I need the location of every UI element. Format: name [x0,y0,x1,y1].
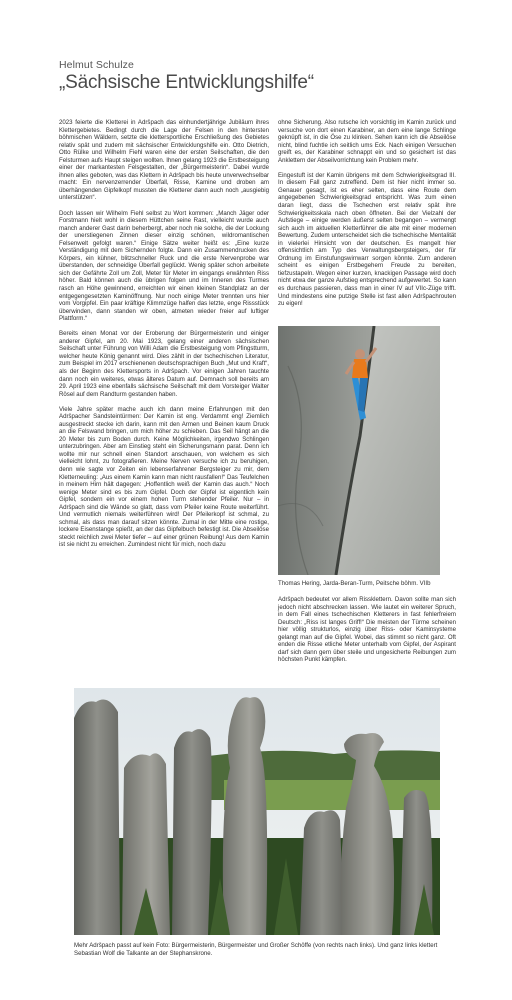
left-column [59,119,269,557]
rock-towers-photo-caption: Mehr Adršpach passt auf kein Foto: Bürgermeisterin, Bürgermeister und Großer Schöffe (von rechts nach links). Und ganz links klettert Sebastian Wolf die Talkante an der Stephanskrone. [74,942,438,957]
paragraph: Doch lassen wir Wilhelm Fiehl selbst zu Wort kommen: „Manch Jäger oder Forstmann hielt wohl in diesem Hüttchen seine Rast, vielleicht wurde auch manch anderer Gast darin beherbergt, aber noch nie solche, die der Lockung der unerstiegenen Zinnen dieser einzig schönen, wildromantischen Felsenwelt gefolgt waren.“ Einige Sätze weiter heißt es: „Eine kurze Verständigung mit dem Sichernden folgte. Dann ein Zusammendrucken des Körpers, ein kühner, blitzschneller Ruck und die erste Nervenprobe war überstanden, der schneidige Überfall geglückt. Wenig später schon arbeitete sich der Gefährte Zoll um Zoll, Meter für Meter im eingangs erwähnten Riss höher. Bald können auch die übrigen folgen und im Inneren des Turmes rasch an Höhe gewinnend, erreichten wir einen kleinen Standplatz an der entgegengesetzten Kaminöffnung. Nur noch einige Meter trennten uns hier vom Vorgipfel. Ein paar kräftige Klimmzüge halfen das letzte, enge Rissstück überwinden, dann standen wir oben, atmeten wieder freier auf luftiger Plattform.“ [59,209,269,323]
climber-photo-caption: Thomas Hering, Jarda-Beran-Turm, Peitsche böhm. VIIb [278,580,431,587]
paragraph: Adršpach bedeutet vor allem Rissklettern. Davon sollte man sich jedoch nicht abschrecken lassen. Wie lautet ein weiterer Spruch, in dem Fall eines tschechischen Kletterers in fast fehlerfreiem Deutsch: „Riss ist langes Griff!“ Die meisten der Türme scheinen hier völlig strukturlos, einzig über Riss- oder Kaminsysteme gelangt man auf die Gipfel. Wobei, das stimmt so nicht ganz. Oft enden die Risse etliche Meter unterhalb vom Gipfel, der Aspirant darf sich dann gern über steile und ungesicherte Reibungen zum höchsten Punkt kämpfen. [278,596,456,664]
paragraph: Bereits einen Monat vor der Eroberung der Bürgermeisterin und einiger anderer Gipfel, am 20. Mai 1923, gelang einer anderen sächsischen Seilschaft unter Führung von Willi Adam die Erstbesteigung vom Pfingstturm, welcher heute König genannt wird. Dies zählt in der tschechischen Literatur, zum Beispiel im 2017 erschienenen deutschsprachigen Buch „Mut und Kraft“, als der Beginn des Klettersports in Adršpach. Vor einigen Jahren tauchte dann noch ein weiteres, etwas älteres Datum auf. Demnach soll bereits am 29. April 1923 eine ebenfalls sächsische Seilschaft mit dem Vorsteiger Walter Rösel auf dem Randturm gestanden haben. [59,330,269,398]
paragraph: Viele Jahre später mache auch ich dann meine Erfahrungen mit den Adršpacher Sandsteintürmen: Der Kamin ist eng. Verdammt eng! Ziemlich ausgestreckt stecke ich darin, kann mit den Armen und Beinen kaum Druck an die Felswand bringen, um mich höher zu schieben. Das Seil hängt an die 20 Meter bis zum Boden durch. Keine Möglichkeiten, irgendwo Schlingen unterzubringen. Aber am Einstieg steht ein Sicherungsmann parat. Denn ich wollte mir nur schnell einen Standort anschauen, von welchem es sich vielleicht lohnt, zu fotografieren. Meine Nerven versuche ich zu beruhigen, denn wie sagte vor Zeiten ein lebenserfahrener Bergsteiger zu mir, dem Kletterneuling: „Aus einem Kamin kann man nicht rausfallen!“ Das Teufelchen in meinem Hirn hält dagegen: „Hoffentlich weiß der Kamin das auch.“ Noch wenige Meter sind es bis zum Gipfel. Doch der Gipfel ist eigentlich kein Gipfel, sondern ein vor einem hohen Turm stehender Pfeiler. Nur – in Adršpach sind die Wände so glatt, dass vom Pfeiler keine Route weiterführt. Und vermutlich niemals weiterführen wird! Der Pfeilerkopf ist schmal, zu schmal, als dass man darauf sitzen könnte. Zumal in der Mitte eine rostige, lockere Eisenstange spießt, an der das Gipfelbuch befestigt ist. Die Abseilöse steckt reichlich zwei Meter tiefer – auf einer grünen Reibung! Aus dem Kamin ist sie nicht zu erreichen. Zumindest nicht für mich, noch dazu [59,405,269,549]
paragraph: 2023 feierte die Kletterei in Adršpach das einhundertjährige Jubiläum ihres Klettergebietes. Bedingt durch die Lage der Felsen in den hintersten böhmischen Wäldern, setzte die klettersportliche Erschließung des Gebietes relativ spät und zudem mit sächsischer Entwicklungshilfe ein. Otto Dietrich, Otto Rülke und Wilhelm Fiehl waren eine der ersten Seilschaften, die den Felsturmen aufs Haupt steigen wollten. Ihnen gelang 1923 die Erstbesteigung einer der markantesten Felsgestalten, der „Bürgermeisterin“. Dabei wurde ihnen alles geboten, was das Klettern in Adršpach bis heute unverwechselbar macht: Ein nervenzerrender Überfall, Risse, Kamine und droben am überhängenden Gipfelkopf mussten die Kletterer dann auch noch „ausgiebig unterstützen“. [59,119,269,202]
rock-towers-photo [74,688,440,935]
right-column-bottom [278,596,456,671]
climber-photo [278,326,440,575]
paragraph: ohne Sicherung. Also rutsche ich vorsichtig im Kamin zurück und versuche von dort einen Karabiner, an dem eine lange Schlinge geknüpft ist, in die Öse zu klinken. Sehen kann ich die Abseilöse nicht, blind fuchtle ich seitlich ums Eck. Nach einigen Versuchen greift es, der Karabiner schnappt ein und so gesichert ist das Anklettern der Abseilvorrichtung kein Problem mehr. [278,119,456,164]
article-title: „Sächsische Entwicklungshilfe“ [59,72,314,93]
paragraph: Eingestuft ist der Kamin übrigens mit dem Schwierigkeitsgrad III. In diesem Fall ganz zutreffend. Dem ist hier nicht immer so. Genauer gesagt, ist es eher selten, dass eine Route dem angegebenen Schwierigkeitsgrad entspricht. Was zum einen daran liegt, dass die Tschechen erst relativ spät ihre Schwierigkeitsskala nach oben öffneten. Bei der Vielzahl der Aufstiege – einige werden äußerst selten begangen – vermengt sich auch im aktuellen Kletterführer die alte mit einer modernen Bewertung. Zudem unterscheidet sich die tschechische Mentalität in vielerlei Hinsicht von der deutschen. Es mangelt hier offensichtlich am Typ des Verwaltungsbergsteigers, der für Ordnung im Einstufungswirrwarr sorgen könnte. Zum anderen scheint es einigen Erstbegehern Freude zu bereiten, tiefzustapeln. Wegen einer kurzen, knackigen Passage wird doch nicht etwa der ganze Aufstieg entsprechend aufgewertet. So kann es durchaus passieren, dass man in einer IV auf VIIc-Züge trifft. Und mindestens eine putzige Stelle ist fast allen Adršpachrouten zu eigen! [278,171,456,308]
right-column-top [278,119,456,315]
author-name: Helmut Schulze [59,59,134,71]
